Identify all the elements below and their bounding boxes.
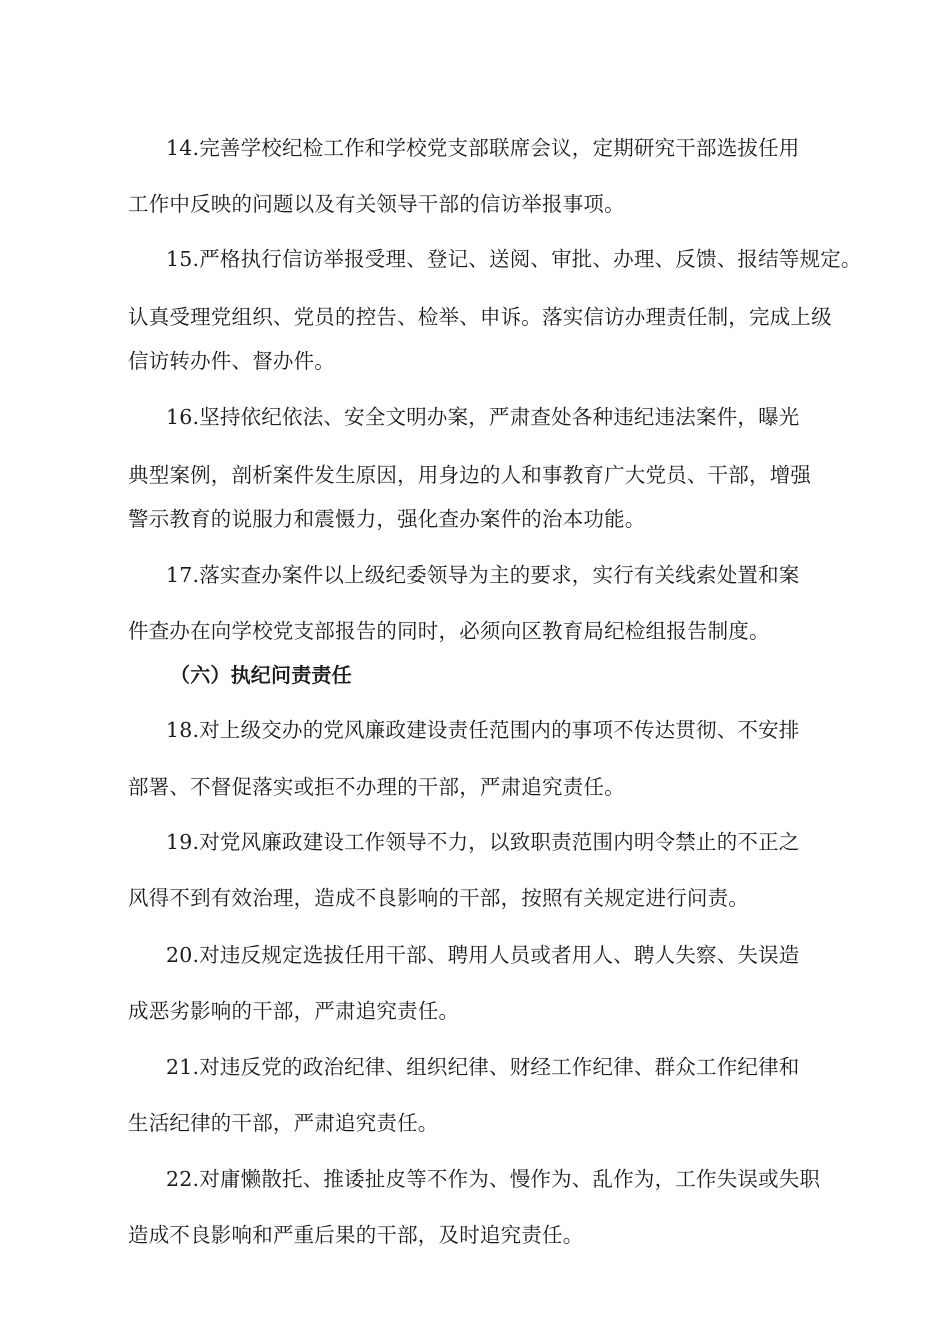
paragraph-22-line-2: 造成不良影响和严重后果的干部，及时追究责任。 — [128, 1223, 584, 1247]
paragraph-16-line-1: 16.坚持依纪依法、安全文明办案，严肃查处各种违纪违法案件，曝光 — [166, 405, 800, 429]
paragraph-14-line-2: 工作中反映的问题以及有关领导干部的信访举报事项。 — [128, 192, 625, 216]
paragraph-16-line-3: 警示教育的说服力和震慑力，强化查办案件的治本功能。 — [128, 507, 646, 531]
paragraph-18-line-1: 18.对上级交办的党风廉政建设责任范围内的事项不传达贯彻、不安排 — [166, 718, 800, 742]
paragraph-20-line-1: 20.对违反规定选拔任用干部、聘用人员或者用人、聘人失察、失误造 — [166, 943, 800, 967]
paragraph-19-line-1: 19.对党风廉政建设工作领导不力，以致职责范围内明令禁止的不正之 — [166, 830, 800, 854]
paragraph-17-line-2: 件查办在向学校党支部报告的同时，必须向区教育局纪检组报告制度。 — [128, 619, 770, 643]
paragraph-15-line-1: 15.严格执行信访举报受理、登记、送阅、审批、办理、反馈、报结等规定。 — [166, 247, 862, 271]
paragraph-21-line-1: 21.对违反党的政治纪律、组织纪律、财经工作纪律、群众工作纪律和 — [166, 1055, 800, 1079]
paragraph-14-line-1: 14.完善学校纪检工作和学校党支部联席会议，定期研究干部选拔任用 — [166, 136, 800, 160]
section-heading: （六）执纪问责责任 — [170, 663, 352, 687]
paragraph-15-line-2: 认真受理党组织、党员的控告、检举、申诉。落实信访办理责任制，完成上级 — [128, 305, 832, 329]
paragraph-22-line-1: 22.对庸懒散托、推诿扯皮等不作为、慢作为、乱作为，工作失误或失职 — [166, 1167, 821, 1191]
paragraph-18-line-2: 部署、不督促落实或拒不办理的干部，严肃追究责任。 — [128, 775, 625, 799]
paragraph-20-line-2: 成恶劣影响的干部，严肃追究责任。 — [128, 999, 460, 1023]
paragraph-21-line-2: 生活纪律的干部，严肃追究责任。 — [128, 1111, 439, 1135]
paragraph-19-line-2: 风得不到有效治理，造成不良影响的干部，按照有关规定进行问责。 — [128, 886, 749, 910]
paragraph-17-line-1: 17.落实查办案件以上级纪委领导为主的要求，实行有关线索处置和案 — [166, 563, 800, 587]
paragraph-15-line-3: 信访转办件、督办件。 — [128, 349, 335, 373]
paragraph-16-line-2: 典型案例，剖析案件发生原因，用身边的人和事教育广大党员、干部，增强 — [128, 463, 812, 487]
